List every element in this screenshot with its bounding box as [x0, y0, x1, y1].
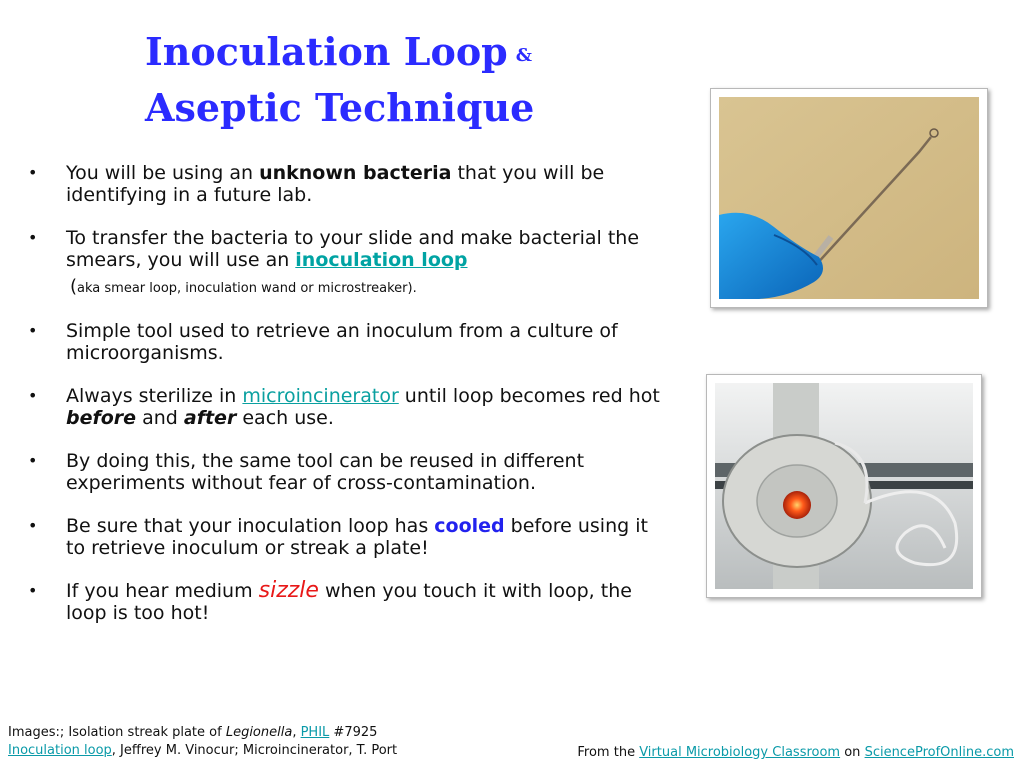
bullet-text: each use.: [236, 407, 334, 429]
emphasis-after: after: [183, 407, 237, 429]
bullet-text: that you will be identifying in a future lab.: [66, 162, 605, 206]
bullet-sterilize: [28, 385, 668, 429]
bullet-text: If you hear medium: [66, 580, 259, 602]
phil-link[interactable]: PHIL: [300, 725, 330, 740]
bold-unknown-bacteria: unknown bacteria: [259, 162, 452, 184]
bullet-text: before using it to retrieve inoculum or streak a plate!: [66, 515, 648, 559]
slide-title: [145, 26, 565, 134]
bullet-sizzle: [28, 580, 668, 624]
bullet-transfer: [28, 227, 668, 299]
bullet-text: and: [136, 407, 184, 429]
loop-photo-illustration: [719, 97, 979, 299]
credits-text: Images:; Isolation streak plate of: [8, 725, 226, 740]
bullet-text: By doing this, the same tool can be reused in different experiments without fear of cross-contamination.: [66, 450, 585, 494]
bullet-text: until loop becomes red hot: [398, 385, 660, 407]
credits-text: #7925: [329, 725, 378, 740]
microincinerator-link[interactable]: microincinerator: [242, 385, 399, 407]
bullet-text: Simple tool used to retrieve an inoculum from a culture of microorganisms.: [66, 320, 618, 364]
title-line-1: Inoculation Loop: [145, 29, 508, 74]
aka-note: [66, 277, 668, 299]
credits-text: ,: [292, 725, 301, 740]
bullet-text: To transfer the bacteria to your slide and make bacterial the smears, you will use an: [66, 227, 640, 271]
bullet-reuse: [28, 450, 668, 494]
bullet-list: [28, 162, 668, 645]
footer-text: on: [840, 745, 865, 760]
footer-text: From the: [577, 745, 640, 760]
microincinerator-photo-illustration: [715, 383, 973, 589]
virtual-microbiology-classroom-link[interactable]: Virtual Microbiology Classroom: [639, 745, 841, 760]
highlight-cooled: cooled: [434, 515, 505, 537]
image-credits: [8, 724, 397, 760]
scienceprofonline-link[interactable]: ScienceProfOnline.com: [864, 745, 1014, 760]
inoculation-loop-photo: [710, 88, 988, 308]
bullet-text: You will be using an: [66, 162, 260, 184]
highlight-sizzle: sizzle: [258, 578, 319, 603]
bullet-text: Be sure that your inoculation loop has: [66, 515, 435, 537]
credits-text: , Jeffrey M. Vinocur; Microincinerator, T. Port: [111, 743, 398, 758]
bullet-cooled: [28, 515, 668, 559]
bullet-unknown-bacteria: [28, 162, 668, 206]
aka-text: aka smear loop, inoculation wand or microstreaker).: [77, 281, 417, 296]
aka-paren: (: [70, 276, 78, 297]
emphasis-before: before: [66, 407, 137, 429]
source-footer: [577, 744, 1014, 762]
title-line-2: Aseptic Technique: [145, 84, 535, 130]
bullet-text: Always sterilize in: [66, 385, 243, 407]
inoculation-loop-link[interactable]: inoculation loop: [295, 249, 468, 271]
credits-legionella: Legionella: [225, 725, 293, 740]
bullet-simple-tool: [28, 320, 668, 364]
microincinerator-photo: [706, 374, 982, 598]
title-ampersand: &: [515, 44, 533, 66]
inoculation-loop-credit-link[interactable]: Inoculation loop: [8, 743, 112, 758]
bullet-text: when you touch it with loop, the loop is too hot!: [66, 580, 632, 624]
